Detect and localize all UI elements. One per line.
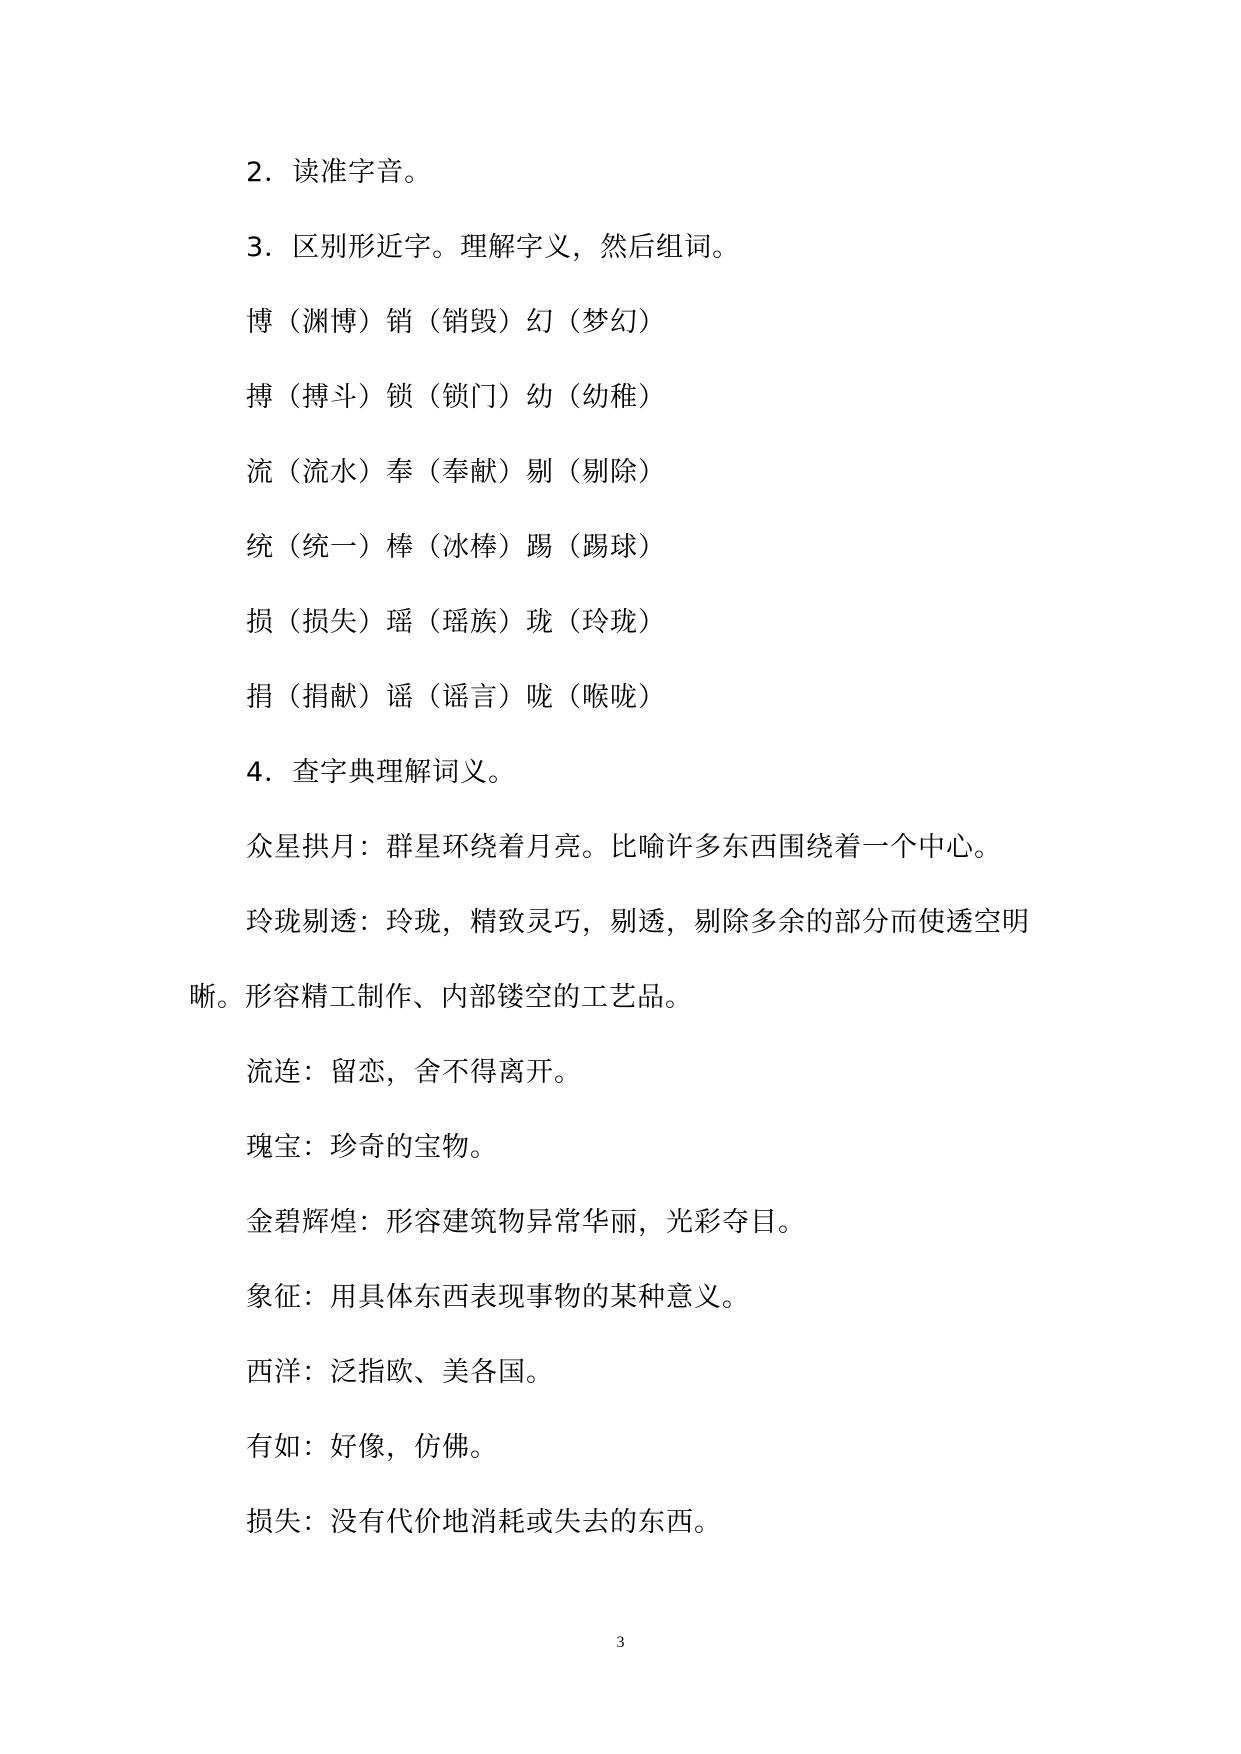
- item-2-heading: 2．读准字音。: [246, 157, 433, 188]
- definition-line: 西洋：泛指欧、美各国。: [246, 1357, 554, 1388]
- page-number: 3: [616, 1634, 625, 1651]
- definition-line: 有如：好像，仿佛。: [246, 1432, 498, 1463]
- definition-line: 象征：用具体东西表现事物的某种意义。: [246, 1282, 750, 1313]
- char-pair-row: 博（渊博）销（销毁）幻（梦幻）: [246, 307, 666, 338]
- item-4-heading: 4．查字典理解词义。: [246, 757, 517, 788]
- definition-line: 瑰宝：珍奇的宝物。: [246, 1132, 498, 1163]
- char-pair-row: 损（损失）瑶（瑶族）珑（玲珑）: [246, 607, 666, 638]
- char-pair-row: 搏（搏斗）锁（锁门）幼（幼稚）: [246, 382, 666, 413]
- char-pair-row: 流（流水）奉（奉献）剔（剔除）: [246, 457, 666, 488]
- definition-line: 众星拱月：群星环绕着月亮。比喻许多东西围绕着一个中心。: [246, 832, 1002, 863]
- char-pair-row: 统（统一）棒（冰棒）踢（踢球）: [246, 532, 666, 563]
- definition-line: 流连：留恋，舍不得离开。: [246, 1057, 582, 1088]
- definition-line: 金碧辉煌：形容建筑物异常华丽，光彩夺目。: [246, 1207, 806, 1238]
- char-pair-row: 捐（捐献）谣（谣言）咙（喉咙）: [246, 682, 666, 713]
- item-3-heading: 3．区别形近字。理解字义，然后组词。: [246, 232, 741, 263]
- definition-continuation: 晰。形容精工制作、内部镂空的工艺品。: [189, 982, 693, 1013]
- definition-line: 玲珑剔透：玲珑，精致灵巧，剔透，剔除多余的部分而使透空明: [246, 907, 1030, 938]
- definition-line: 损失：没有代价地消耗或失去的东西。: [246, 1507, 722, 1538]
